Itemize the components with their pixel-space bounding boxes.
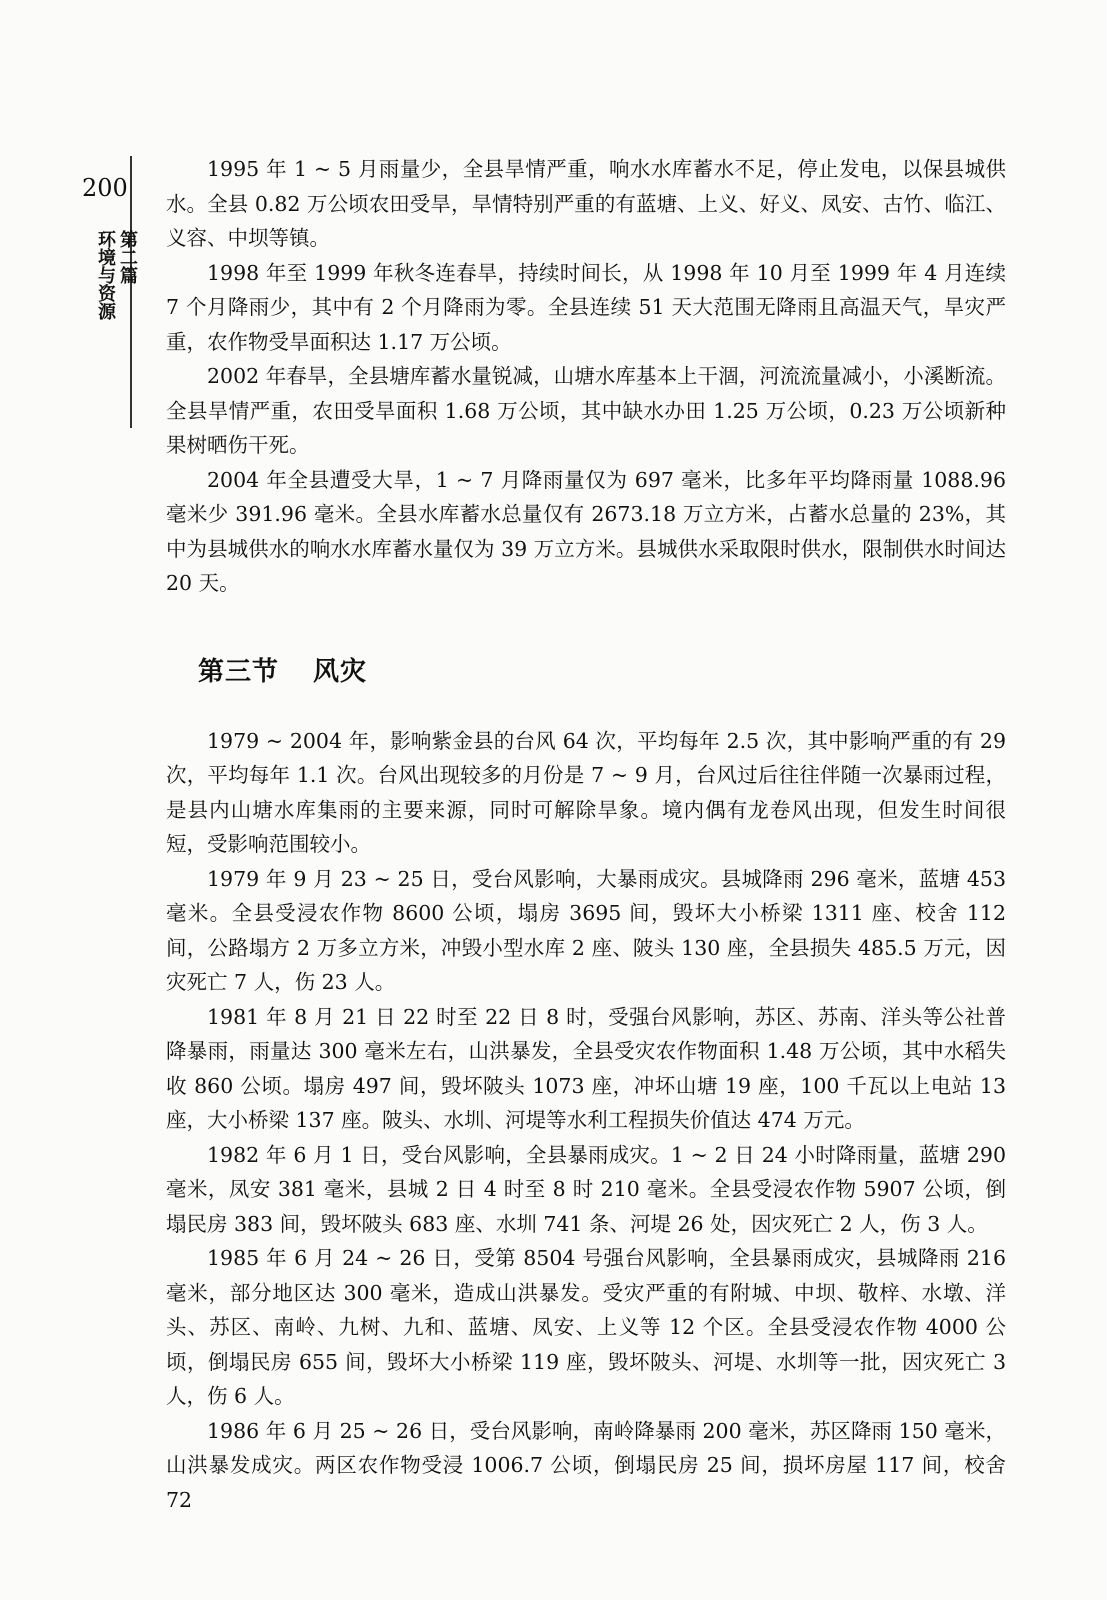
paragraph-typhoon-1982: 1982 年 6 月 1 日，受台风影响，全县暴雨成灾。1 ~ 2 日 24 小时降雨量，蓝塘 290 毫米，凤安 381 毫米，县城 2 日 4 时至 8 时 210 毫米。全县受浸农作物 5907 公顷，倒塌民房 383 间，毁坏陂头 683 座、水圳 741 条、河堤 26 处，因灾死亡 2 人，伤 3 人。 bbox=[166, 1142, 1006, 1236]
paragraph-typhoon-1985: 1985 年 6 月 24 ~ 26 日，受第 8504 号强台风影响，全县暴雨成灾，县城降雨 216 毫米，部分地区达 300 毫米，造成山洪暴发。受灾严重的有附城、中坝、敬梓、水墩、洋头、苏区、南岭、九树、九和、蓝塘、凤安、上义等 12 个区。全县受浸农作物 4000 公顷，倒塌民房 655 间，毁坏大小桥梁 119 座，毁坏陂头、河堤、水圳等一批，因灾死亡 3 人，伤 6 人。 bbox=[166, 1246, 1006, 1408]
section-number: 第三节 bbox=[198, 656, 280, 687]
paragraph-typhoon-1979: 1979 年 9 月 23 ~ 25 日，受台风影响，大暴雨成灾。县城降雨 296 毫米，蓝塘 453 毫米。全县受浸农作物 8600 公顷，塌房 3695 间，毁坏大小桥梁 1311 座、校舍 112 间，公路塌方 2 万多立方米，冲毁小型水库 2 座、陂头 130 座，全县损失 485.5 万元，因灾死亡 7 人，伤 23 人。 bbox=[166, 866, 1006, 994]
paragraph-typhoon-overview: 1979 ~ 2004 年，影响紫金县的台风 64 次，平均每年 2.5 次，其中影响严重的有 29 次，平均每年 1.1 次。台风出现较多的月份是 7 ~ 9 月，台风过后往往伴随一次暴雨过程，是县内山塘水库集雨的主要来源，同时可解除旱象。境内偶有龙卷风出现，但发生时间很短，受影响范围较小。 bbox=[166, 728, 1006, 856]
paragraph-drought-2002: 2002 年春旱，全县塘库蓄水量锐减，山塘水库基本上干涸，河流流量减小，小溪断流。全县旱情严重，农田受旱面积 1.68 万公顷，其中缺水办田 1.25 万公顷，0.23 万公顷新种果树晒伤干死。 bbox=[166, 364, 1006, 457]
page-number: 200 bbox=[82, 174, 128, 202]
section-title: 风灾 bbox=[313, 656, 368, 687]
paragraph-drought-1998: 1998 年至 1999 年秋冬连春旱，持续时间长，从 1998 年 10 月至 1999 年 4 月连续 7 个月降雨少，其中有 2 个月降雨为零。全县连续 51 天大范围无降雨且高温天气，旱灾严重，农作物受旱面积达 1.17 万公顷。 bbox=[166, 260, 1006, 354]
paragraph-drought-1995: 1995 年 1 ~ 5 月雨量少，全县旱情严重，响水水库蓄水不足，停止发电，以保县城供水。全县 0.82 万公顷农田受旱，旱情特别严重的有蓝塘、上义、好义、凤安、古竹、临江、义容、中坝等镇。 bbox=[166, 157, 1006, 250]
section-heading bbox=[198, 651, 1006, 688]
paragraph-typhoon-1981: 1981 年 8 月 21 日 22 时至 22 日 8 时，受强台风影响，苏区、苏南、洋头等公社普降暴雨，雨量达 300 毫米左右，山洪暴发，全县受灾农作物面积 1.48 万公顷，其中水稻失收 860 公顷。塌房 497 间，毁坏陂头 1073 座，冲坏山塘 19 座，100 千瓦以上电站 13 座，大小桥梁 137 座。陂头、水圳、河堤等水利工程损失价值达 474 万元。 bbox=[166, 1004, 1006, 1132]
part-title: 环境与资源 bbox=[95, 230, 116, 320]
paragraph-drought-2004: 2004 年全县遭受大旱，1 ~ 7 月降雨量仅为 697 毫米，比多年平均降雨量 1088.96 毫米少 391.96 毫米。全县水库蓄水总量仅有 2673.18 万立方米，占蓄水总量的 23%，其中为县城供水的响水水库蓄水量仅为 39 万立方米。县城供水采取限时供水，限制供水时间达 20 天。 bbox=[166, 467, 1006, 595]
paragraph-typhoon-1986: 1986 年 6 月 25 ~ 26 日，受台风影响，南岭降暴雨 200 毫米，苏区降雨 150 毫米，山洪暴发成灾。两区农作物受浸 1006.7 公顷，倒塌民房 25 间，损坏房屋 117 间，校舍 72 bbox=[166, 1418, 1006, 1512]
part-label: 第二篇 bbox=[117, 230, 138, 284]
page-body bbox=[166, 152, 1006, 1517]
page-margin bbox=[74, 168, 136, 440]
running-header bbox=[94, 230, 138, 320]
